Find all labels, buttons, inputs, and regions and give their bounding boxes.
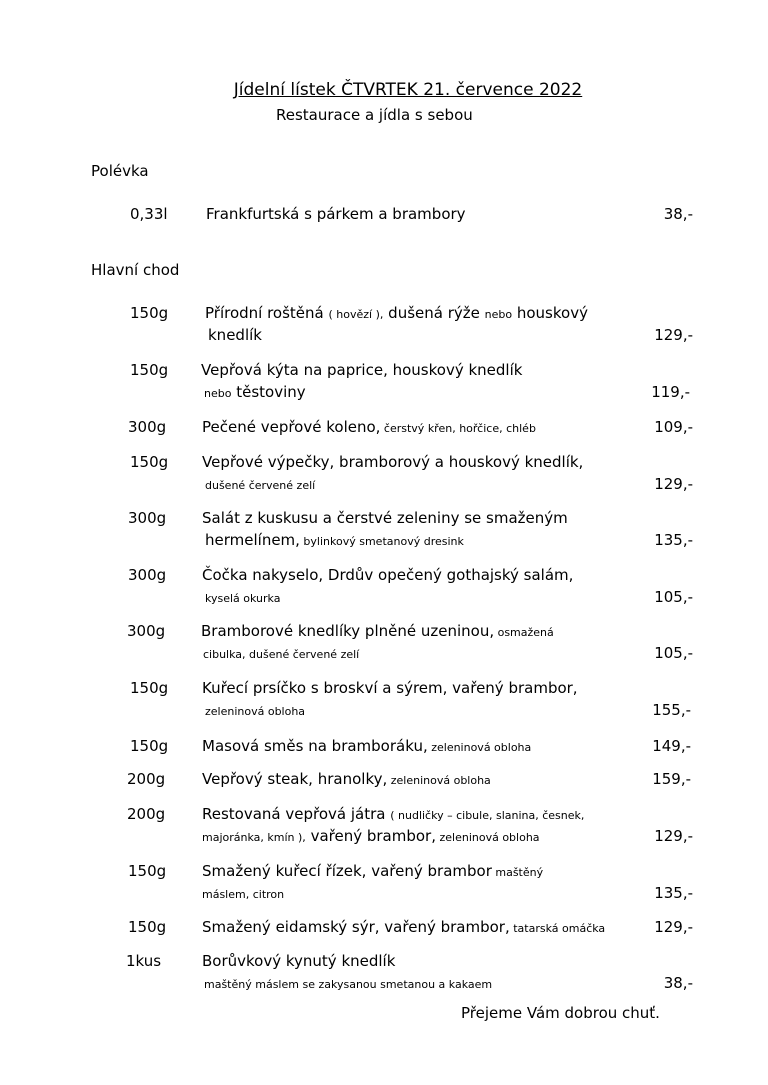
menu-item-name: Vepřová kýta na paprice, houskový knedlík: [201, 361, 523, 379]
menu-item-price: 129,-: [654, 475, 693, 493]
menu-item-name: Masová směs na bramboráku, zeleninová obloha: [202, 737, 532, 755]
section-heading-main: Hlavní chod: [91, 261, 180, 279]
menu-item-qty: 150g: [130, 453, 169, 471]
menu-item-price: 109,-: [654, 418, 693, 436]
menu-item-price: 155,-: [652, 701, 691, 719]
menu-item-price: 149,-: [652, 737, 691, 755]
menu-item-line2: cibulka, dušené červené zelí: [203, 648, 360, 661]
menu-item-name: Pečené vepřové koleno, čerstvý křen, hořčice, chléb: [202, 418, 536, 436]
menu-item-qty: 150g: [130, 304, 169, 322]
menu-item-name: Kuřecí prsíčko s broskví a sýrem, vařený brambor,: [202, 679, 578, 697]
menu-item-qty: 300g: [128, 509, 167, 527]
menu-item-name: Restovaná vepřová játra ( nudličky – cibule, slanina, česnek,: [202, 805, 585, 823]
menu-item-name: Smažený kuřecí řízek, vařený brambor maštěný: [202, 862, 544, 880]
menu-item-line2: kyselá okurka: [205, 592, 281, 605]
menu-item-price: 129,-: [654, 918, 693, 936]
menu-item-line2: zeleninová obloha: [205, 705, 306, 718]
closing-text: Přejeme Vám dobrou chuť.: [461, 1004, 660, 1022]
menu-item-line2: máslem, citron: [202, 888, 285, 901]
menu-item-qty: 200g: [127, 805, 166, 823]
menu-title: Jídelní lístek ČTVRTEK 21. července 2022: [233, 80, 583, 100]
menu-item-price: 105,-: [654, 644, 693, 662]
menu-item-price: 105,-: [654, 588, 693, 606]
menu-item-line2: majoránka, kmín ), vařený brambor, zeleninová obloha: [202, 827, 540, 845]
menu-item-qty: 150g: [130, 679, 169, 697]
menu-item-price: 135,-: [654, 884, 693, 902]
menu-item-name: Borůvkový kynutý knedlík: [202, 952, 396, 970]
menu-item-price: 119,-: [651, 383, 690, 401]
menu-item-line2: nebo těstoviny: [204, 383, 306, 401]
menu-item-name: Přírodní roštěná ( hovězí ), dušená rýže nebo houskový: [205, 304, 588, 322]
menu-item-name: Smažený eidamský sýr, vařený brambor, tatarská omáčka: [202, 918, 606, 936]
menu-item-qty: 150g: [130, 361, 169, 379]
menu-item-price: 129,-: [654, 326, 693, 344]
menu-item-name: Salát z kuskusu a čerstvé zeleniny se smaženým: [202, 509, 568, 527]
menu-item-qty: 300g: [128, 418, 167, 436]
menu-item-qty: 150g: [130, 737, 169, 755]
menu-item-line2: maštěný máslem se zakysanou smetanou a kakaem: [204, 978, 493, 991]
section-heading-soup: Polévka: [91, 162, 149, 180]
menu-item-qty: 200g: [127, 770, 166, 788]
soup-qty: 0,33l: [130, 205, 168, 223]
soup-price: 38,-: [663, 205, 693, 223]
menu-item-price: 38,-: [663, 974, 693, 992]
menu-item-line2: dušené červené zelí: [205, 479, 316, 492]
menu-item-line2: hermelínem, bylinkový smetanový dresink: [205, 531, 464, 549]
menu-item-price: 135,-: [654, 531, 693, 549]
menu-item-qty: 150g: [128, 918, 167, 936]
menu-item-line2: knedlík: [208, 326, 262, 344]
soup-name: Frankfurtská s párkem a brambory: [206, 205, 466, 223]
menu-item-qty: 300g: [128, 566, 167, 584]
menu-item-price: 159,-: [652, 770, 691, 788]
menu-item-name: Bramborové knedlíky plněné uzeninou, osmažená: [201, 622, 554, 640]
menu-item-qty: 300g: [127, 622, 166, 640]
menu-item-qty: 150g: [128, 862, 167, 880]
menu-item-price: 129,-: [654, 827, 693, 845]
menu-item-name: Vepřový steak, hranolky, zeleninová obloha: [202, 770, 491, 788]
menu-subtitle: Restaurace a jídla s sebou: [276, 106, 473, 124]
menu-item-qty: 1kus: [126, 952, 162, 970]
menu-item-name: Čočka nakyselo, Drdův opečený gothajský salám,: [202, 566, 574, 584]
menu-item-name: Vepřové výpečky, bramborový a houskový knedlík,: [202, 453, 584, 471]
